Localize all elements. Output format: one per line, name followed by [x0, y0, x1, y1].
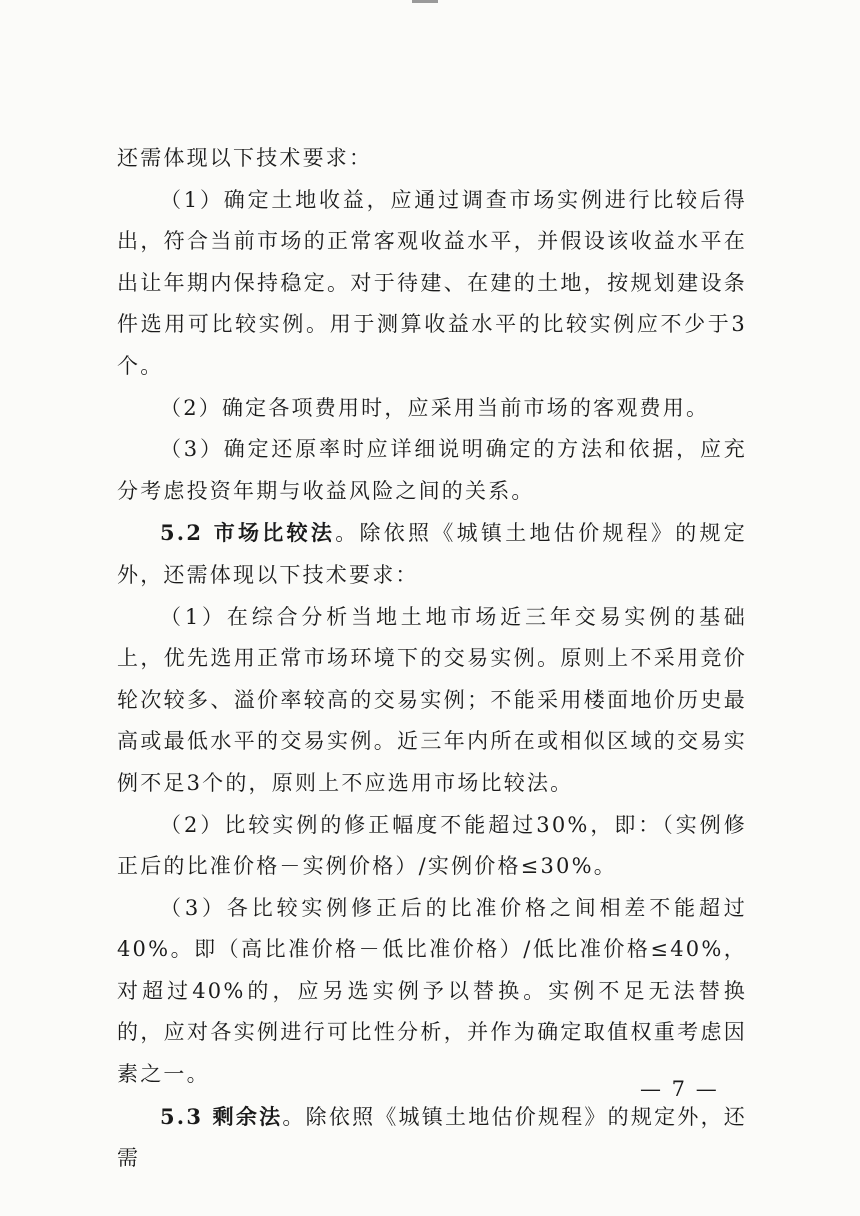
paragraph-text: 。除依照《城镇土地估价规程》的规定外，还需: [117, 1104, 748, 1171]
paragraph-item-2: [117, 805, 747, 888]
paragraph-item-2: [117, 388, 747, 430]
paragraph-text: 还需体现以下技术要求：: [117, 146, 373, 170]
section-heading: 5.3 剩余法: [160, 1103, 283, 1129]
paragraph-item-1: [117, 180, 747, 388]
paragraph-continuation: [117, 138, 747, 180]
paragraph-text: （1）确定土地收益，应通过调查市场实例进行比较后得出，符合当前市场的正常客观收益水平，并假设该收益水平在出让年期内保持稳定。对于待建、在建的土地，按规划建设条件选用可比较实例。用于测算收益水平的比较实例应不少于3个。: [117, 187, 747, 378]
document-body: [117, 138, 747, 1180]
paragraph-text: （3）各比较实例修正后的比准价格之间相差不能超过40%。即（高比准价格－低比准价格）/低比准价格≤40%，对超过40%的，应另选实例予以替换。实例不足无法替换的，应对各实例进行可比性分析，并作为确定取值权重考虑因素之一。: [117, 895, 747, 1087]
paragraph-text: （1）在综合分析当地土地市场近三年交易实例的基础上，优先选用正常市场环境下的交易实例。原则上不采用竞价轮次较多、溢价率较高的交易实例；不能采用楼面地价历史最高或最低水平的交易实例。近三年内所在或相似区域的交易实例不足3个的，原则上不应选用市场比较法。: [117, 604, 747, 795]
paragraph-item-1: [117, 597, 747, 805]
section-5-2: [117, 512, 747, 596]
paragraph-item-3: [117, 888, 747, 1096]
paragraph-item-3: [117, 429, 747, 512]
scan-mark: [412, 0, 438, 3]
section-5-3: [117, 1096, 747, 1180]
paragraph-text: （2）比较实例的修正幅度不能超过30%，即：（实例修正后的比准价格－实例价格）/实例价格≤30%。: [117, 812, 747, 879]
page-number: — 7 —: [640, 1077, 719, 1101]
paragraph-text: （3）确定还原率时应详细说明确定的方法和依据，应充分考虑投资年期与收益风险之间的关系。: [117, 437, 747, 503]
paragraph-text: （2）确定各项费用时，应采用当前市场的客观费用。: [160, 395, 710, 420]
section-heading: 5.2 市场比较法: [160, 520, 336, 546]
paragraph-text: 。除依照《城镇土地估价规程》的规定外，还需体现以下技术要求：: [117, 521, 747, 587]
